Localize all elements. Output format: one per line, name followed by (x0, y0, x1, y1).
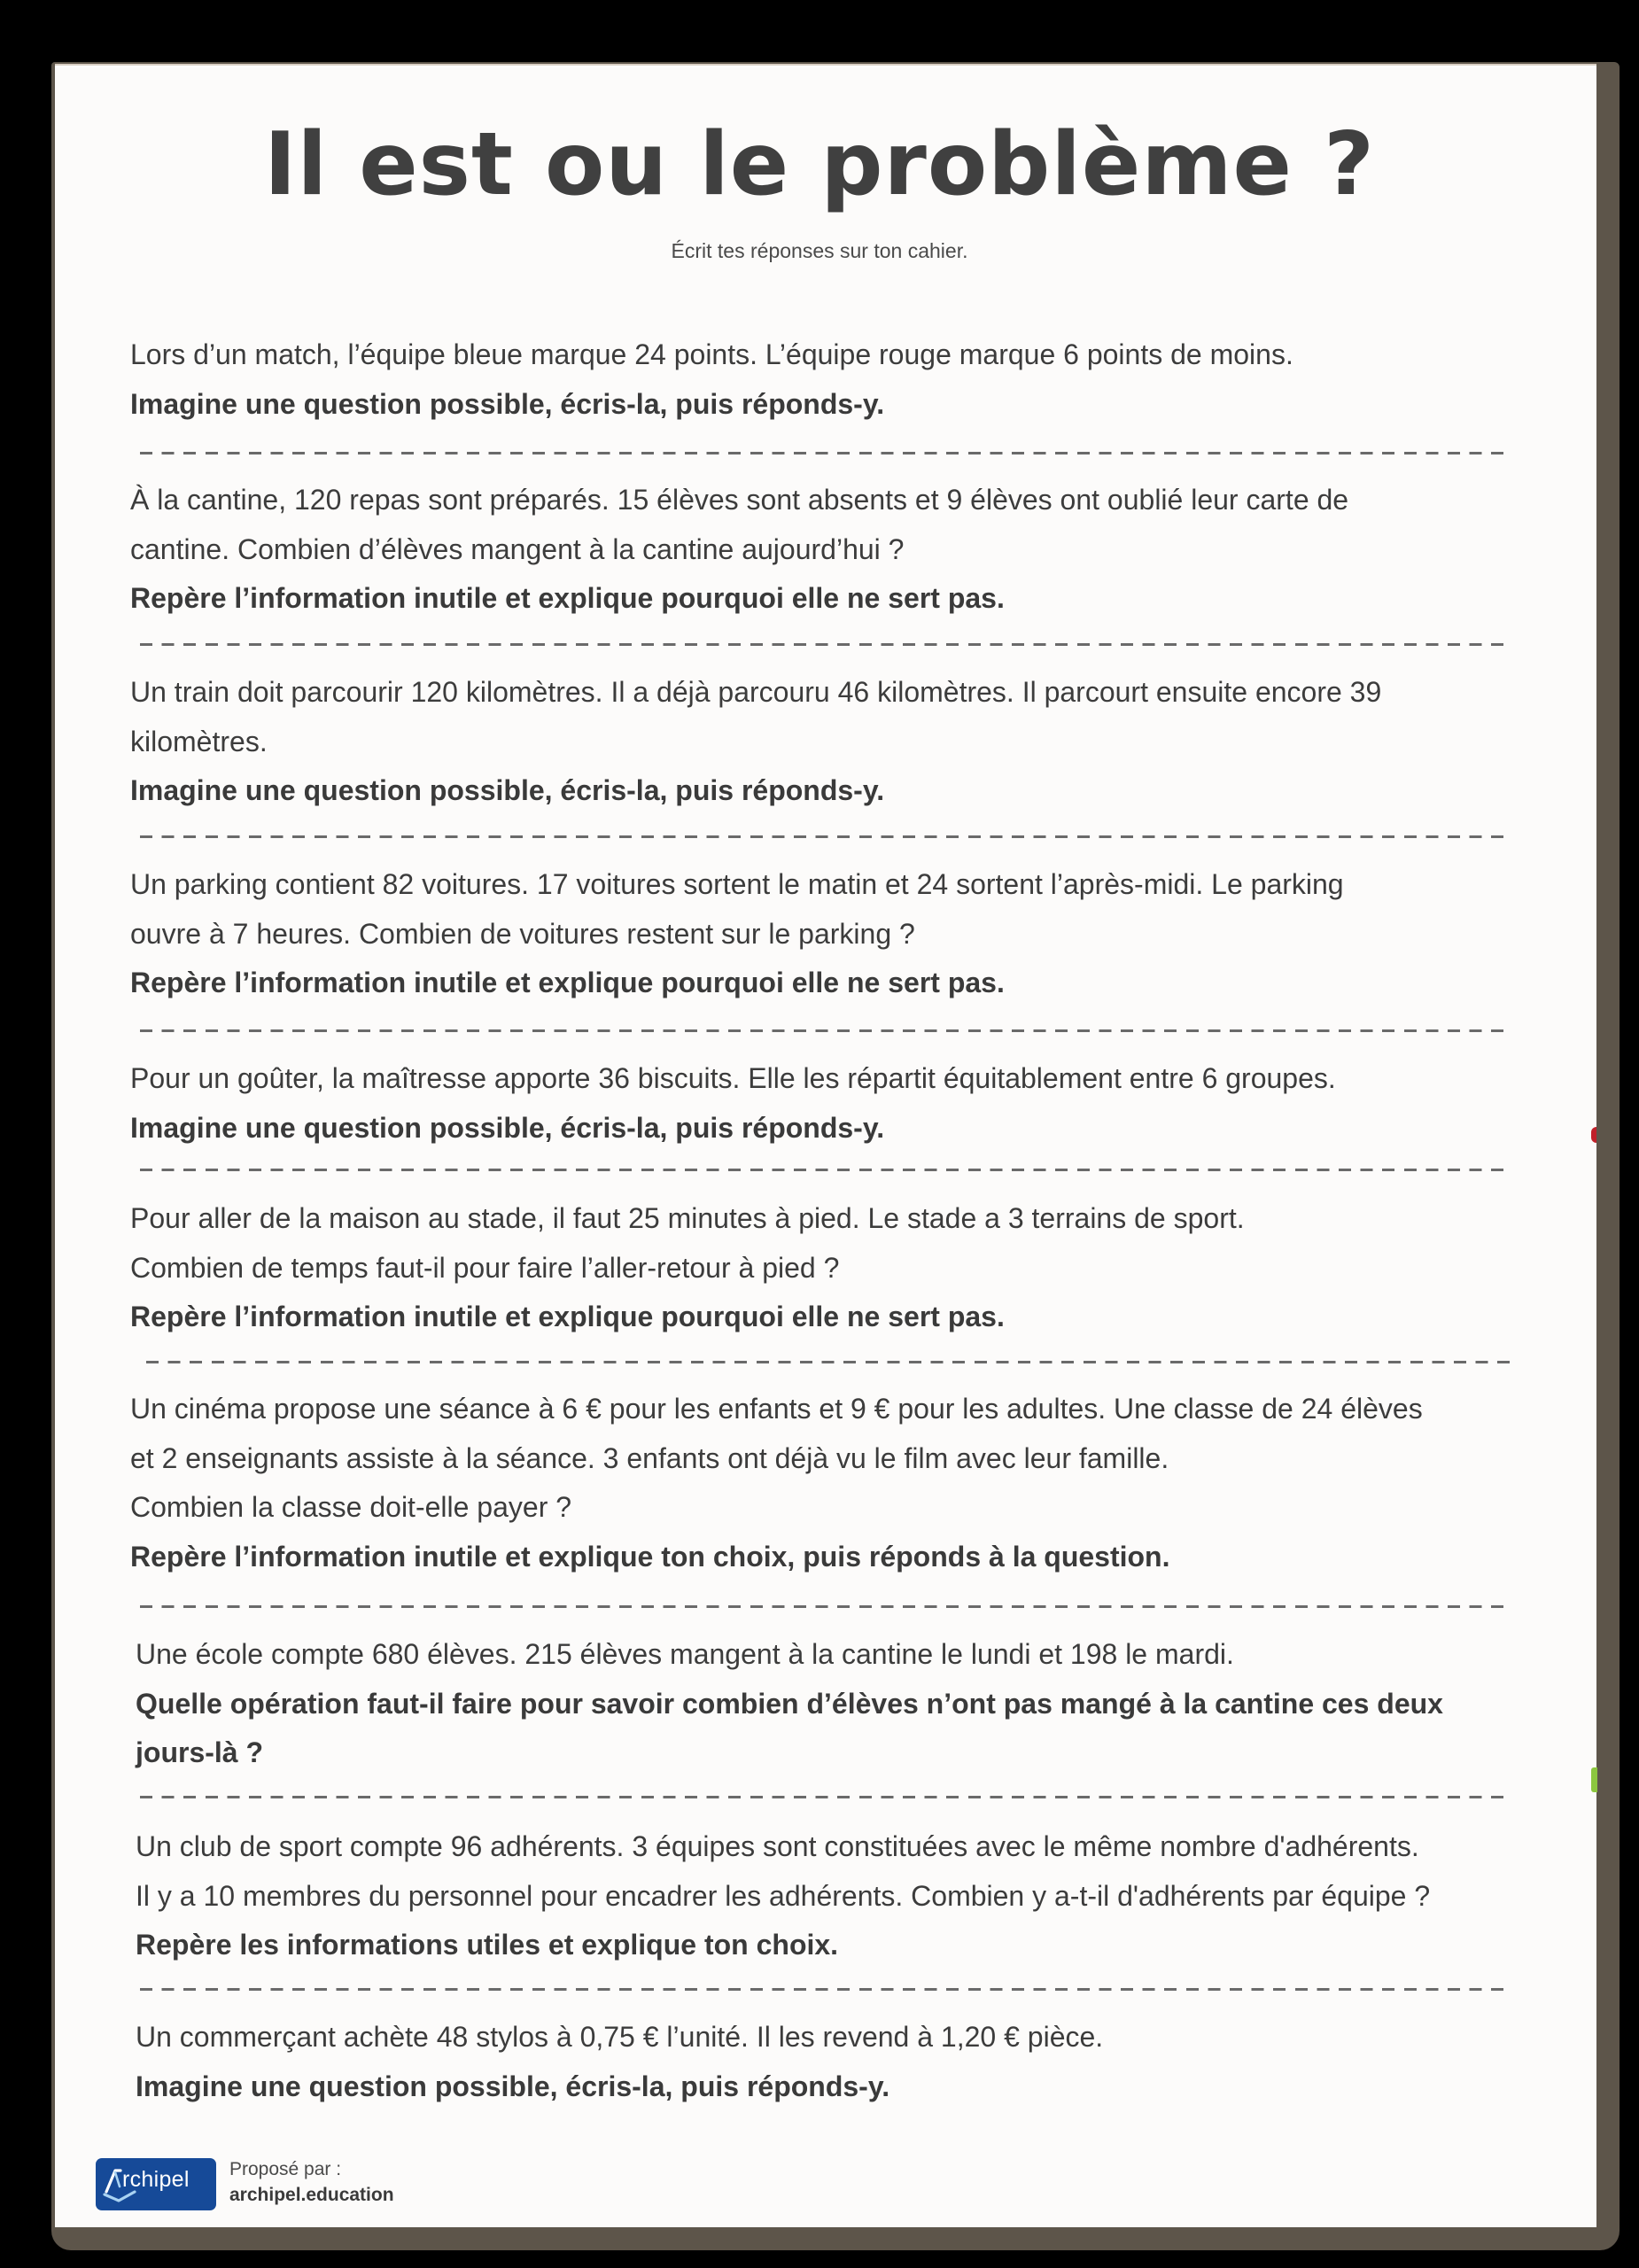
exercise-text: Pour un goûter, la maîtresse apporte 36 biscuits. Elle les répartit équitablement entre 6 groupes. (130, 1062, 1336, 1094)
exercise-text: Un parking contient 82 voitures. 17 voitures sortent le matin et 24 sortent l’après-midi. Le parking (130, 868, 1344, 900)
site-link[interactable]: archipel.education (229, 2185, 394, 2205)
exercise-8 (136, 1630, 1553, 1778)
exercise-text: Combien la classe doit-elle payer ? (130, 1491, 572, 1523)
exercise-text: Pour aller de la maison au stade, il faut 25 minutes à pied. Le stade a 3 terrains de sport. (130, 1202, 1245, 1234)
exercise-7 (130, 1385, 1548, 1581)
exercise-text: Lors d’un match, l’équipe bleue marque 24 points. L’équipe rouge marque 6 points de moins. (130, 338, 1293, 370)
answer-dashed-line (140, 1029, 1504, 1032)
exercise-text: ouvre à 7 heures. Combien de voitures restent sur le parking ? (130, 917, 915, 950)
answer-dashed-line (140, 1988, 1504, 1991)
exercise-instruction: Imagine une question possible, écris-la, puis réponds-y. (130, 774, 885, 806)
page-subtitle: Écrit tes réponses sur ton cahier. (671, 239, 968, 262)
exercise-9 (136, 1822, 1553, 1970)
exercise-10 (136, 2013, 1553, 2111)
exercise-text: cantine. Combien d’élèves mangent à la cantine aujourd’hui ? (130, 532, 905, 565)
exercise-instruction: Imagine une question possible, écris-la, puis réponds-y. (130, 1111, 885, 1144)
page-title: Il est ou le problème ? (264, 114, 1375, 215)
proposed-by-label: Proposé par : (229, 2159, 342, 2179)
exercise-2 (130, 476, 1548, 624)
answer-dashed-line (140, 1796, 1504, 1798)
exercise-1 (130, 330, 1548, 429)
archipel-logo[interactable] (96, 2158, 216, 2210)
exercise-5 (130, 1054, 1548, 1153)
answer-dashed-line (140, 1605, 1504, 1608)
credit (229, 2156, 394, 2208)
answer-dashed-line (140, 1169, 1504, 1171)
exercise-instruction: Repère les informations utiles et explique ton choix. (136, 1929, 839, 1961)
exercise-text: Un commerçant achète 48 stylos à 0,75 € l’unité. Il les revend à 1,20 € pièce. (136, 2021, 1104, 2053)
exercise-3 (130, 668, 1548, 816)
exercise-4 (130, 860, 1548, 1008)
green-bookmark-tab (1591, 1767, 1597, 1792)
exercise-text: À la cantine, 120 repas sont préparés. 15 élèves sont absents et 9 élèves ont oublié leur carte de (130, 484, 1349, 516)
exercise-text: kilomètres. (130, 725, 268, 757)
exercise-instruction: Imagine une question possible, écris-la, puis réponds-y. (130, 387, 885, 420)
exercise-text: Une école compte 680 élèves. 215 élèves mangent à la cantine le lundi et 198 le mardi. (136, 1638, 1234, 1670)
exercise-instruction: Repère l’information inutile et explique pourquoi elle ne sert pas. (130, 582, 1005, 614)
exercise-instruction: Repère l’information inutile et explique pourquoi elle ne sert pas. (130, 967, 1005, 998)
exercise-6 (130, 1194, 1548, 1342)
exercise-text: Un cinéma propose une séance à 6 € pour les enfants et 9 € pour les adultes. Une classe de 24 élèves (130, 1393, 1423, 1425)
answer-dashed-line (140, 643, 1504, 646)
red-bookmark-tab (1591, 1127, 1596, 1143)
exercise-instruction: jours-là ? (136, 1736, 264, 1768)
answer-dashed-line (146, 1361, 1511, 1363)
answer-dashed-line (140, 452, 1504, 454)
logo-wordmark: rchipel (122, 2167, 190, 2192)
exercise-instruction: Repère l’information inutile et explique ton choix, puis réponds à la question. (130, 1540, 1170, 1573)
answer-dashed-line (140, 835, 1504, 838)
exercise-instruction: Repère l’information inutile et explique pourquoi elle ne sert pas. (130, 1301, 1005, 1332)
exercise-instruction: Imagine une question possible, écris-la, puis réponds-y. (136, 2070, 890, 2102)
exercise-instruction: Quelle opération faut-il faire pour savoir combien d’élèves n’ont pas mangé à la cantine ces deux (136, 1687, 1443, 1720)
exercise-text: Un train doit parcourir 120 kilomètres. Il a déjà parcouru 46 kilomètres. Il parcourt ensuite encore 39 (130, 676, 1382, 708)
exercise-text: Un club de sport compte 96 adhérents. 3 équipes sont constituées avec le même nombre d'adhérents. (136, 1830, 1419, 1862)
exercise-text: et 2 enseignants assiste à la séance. 3 enfants ont déjà vu le film avec leur famille. (130, 1441, 1169, 1474)
exercise-text: Il y a 10 membres du personnel pour encadrer les adhérents. Combien y a-t-il d'adhérents par équipe ? (136, 1879, 1431, 1912)
exercise-text: Combien de temps faut-il pour faire l’aller-retour à pied ? (130, 1251, 840, 1284)
